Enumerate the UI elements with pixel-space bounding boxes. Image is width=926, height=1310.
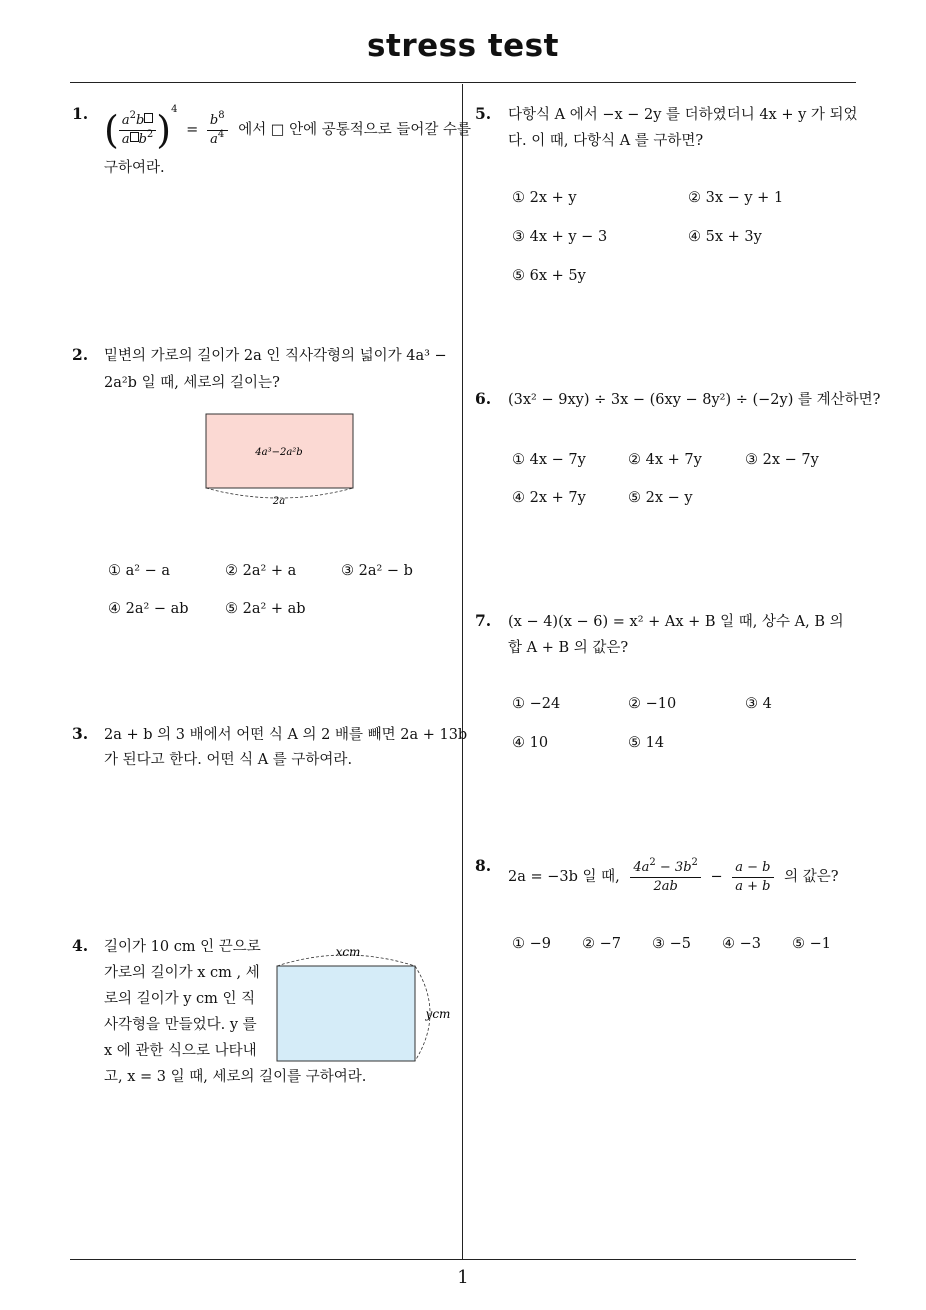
problem-4-line-3: 로의 길이가 y cm 인 직 [104, 991, 256, 1007]
choice-1[interactable]: ① −24 [512, 696, 561, 712]
problem-2-line-2: 2a²b 일 때, 세로의 길이는? [104, 375, 280, 391]
choice-5[interactable]: ⑤ 6x + 5y [512, 268, 586, 284]
choice-2[interactable]: ② 2a² + a [225, 563, 297, 579]
problem-1-tail: 구하여라. [104, 160, 165, 176]
choice-3[interactable]: ③ 4 [745, 696, 772, 712]
choice-1[interactable]: ① a² − a [108, 563, 171, 579]
choice-2[interactable]: ② −10 [628, 696, 677, 712]
problem-5-line-1: 다항식 A 에서 −x − 2y 를 더하였더니 4x + y 가 되었 [508, 107, 858, 123]
problem-8-lead: 2a = −3b 일 때, [508, 869, 620, 885]
figure-area-label: 4a³−2a²b [255, 447, 303, 458]
problem-7-line-2: 합 A + B 의 값은? [508, 640, 629, 656]
choice-4[interactable]: ④ −3 [722, 936, 761, 952]
choice-1[interactable]: ① 2x + y [512, 190, 577, 206]
column-divider [462, 84, 463, 1260]
choice-3[interactable]: ③ −5 [652, 936, 691, 952]
choice-2[interactable]: ② −7 [582, 936, 621, 952]
problem-number: 7. [475, 611, 492, 630]
footer-rule [70, 1259, 856, 1260]
problem-number: 8. [475, 856, 492, 875]
choice-4[interactable]: ④ 5x + 3y [688, 229, 762, 245]
problem-3-line-1: 2a + b 의 3 배에서 어떤 식 A 의 2 배를 빼면 2a + 13b [104, 727, 468, 743]
problem-7-line-1: (x − 4)(x − 6) = x² + Ax + B 일 때, 상수 A, B 의 [508, 614, 844, 630]
problem-number: 1. [72, 104, 89, 123]
problem-2-figure [195, 408, 365, 508]
choice-1[interactable]: ① 4x − 7y [512, 452, 586, 468]
problem-number: 4. [72, 936, 89, 955]
problem-2-line-1: 밑변의 가로의 길이가 2a 인 직사각형의 넓이가 4a³ − [104, 348, 447, 364]
choice-1[interactable]: ① −9 [512, 936, 551, 952]
choice-5[interactable]: ⑤ −1 [792, 936, 831, 952]
problem-number: 3. [72, 724, 89, 743]
problem-4-line-2: 가로의 길이가 x cm , 세 [104, 965, 260, 981]
figure-height-label: ycm [425, 1007, 451, 1021]
choice-4[interactable]: ④ 2x + 7y [512, 490, 586, 506]
problem-6-line-1: (3x² − 9xy) ÷ 3x − (6xy − 8y²) ÷ (−2y) 를 계산하면? [508, 392, 881, 408]
problem-1-lead: 에서 □ 안에 공통적으로 들어갈 수를 [238, 122, 472, 138]
header-rule [70, 82, 856, 83]
choice-3[interactable]: ③ 2a² − b [341, 563, 413, 579]
choice-5[interactable]: ⑤ 2x − y [628, 490, 693, 506]
rectangle-shape [277, 966, 415, 1061]
choice-2[interactable]: ② 4x + 7y [628, 452, 702, 468]
problem-4-line-6: 고, x = 3 일 때, 세로의 길이를 구하여라. [104, 1069, 367, 1085]
choice-3[interactable]: ③ 2x − 7y [745, 452, 819, 468]
figure-width-label: xcm [335, 945, 361, 959]
choice-5[interactable]: ⑤ 2a² + ab [225, 601, 306, 617]
problem-1-equation: ( $\frac{a^2b}{a b^2}$ )$^4$ = $\frac{b^8}{a^4}$ 에서 □ 안에 공통적으로 들어갈 수를 [104, 104, 472, 152]
problem-4-line-1: 길이가 10 cm 인 끈으로 [104, 939, 261, 955]
problem-5-line-2: 다. 이 때, 다항식 A 를 구하면? [508, 133, 704, 149]
problem-4-line-4: 사각형을 만들었다. y 를 [104, 1017, 257, 1033]
page-number: 1 [457, 1267, 469, 1288]
choice-5[interactable]: ⑤ 14 [628, 735, 665, 751]
problem-4-line-5: x 에 관한 식으로 나타내 [104, 1043, 257, 1059]
problem-3-line-2: 가 된다고 한다. 어떤 식 A 를 구하여라. [104, 752, 353, 768]
choice-2[interactable]: ② 3x − y + 1 [688, 190, 784, 206]
choice-4[interactable]: ④ 10 [512, 735, 549, 751]
problem-number: 6. [475, 389, 492, 408]
problem-8-tail: 의 값은? [784, 869, 839, 885]
figure-base-label: 2a [272, 496, 286, 507]
problem-number: 5. [475, 104, 492, 123]
problem-8-equation: 2a = −3b 일 때, $\frac{4a^2 - 3b^2}{2ab}$ − $\frac{a - b}{a + b}$ 의 값은? [508, 856, 839, 894]
problem-number: 2. [72, 345, 89, 364]
problem-4-figure [270, 940, 460, 1065]
page-title: stress test [367, 28, 559, 64]
choice-3[interactable]: ③ 4x + y − 3 [512, 229, 608, 245]
choice-4[interactable]: ④ 2a² − ab [108, 601, 189, 617]
